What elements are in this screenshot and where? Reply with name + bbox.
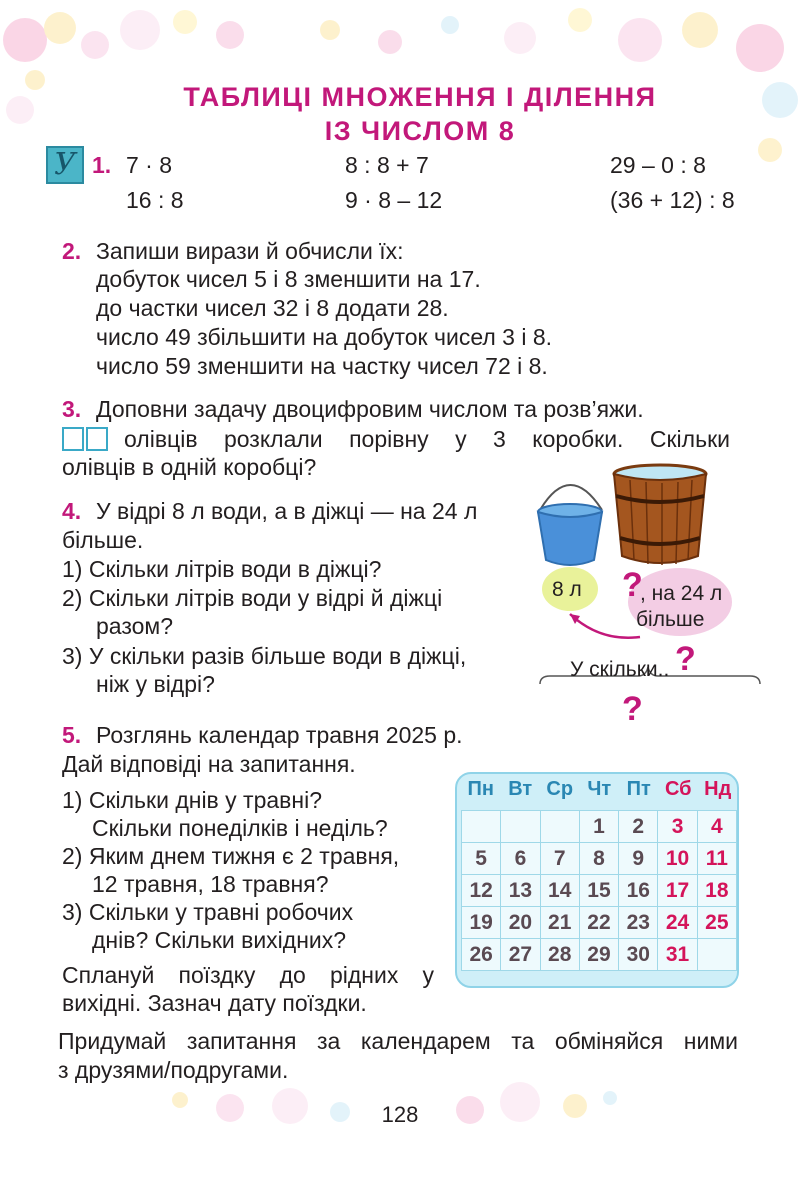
calendar-weekday-header: Чт [587, 778, 612, 800]
task5-plan-line-1: Сплануй поїздку до рідних у [62, 962, 434, 988]
compare-question-mark: ? [675, 640, 696, 678]
calendar-weekday-header: Пт [626, 778, 651, 800]
task4-question-3: 3) У скільки разів більше води в діжці, [62, 643, 467, 669]
calendar-day-cell: 24 [658, 907, 697, 939]
task5-question-3: 3) Скільки у травні робочих [62, 899, 354, 925]
bucket-label: 8 л [552, 578, 582, 601]
task4-line-2: більше. [62, 527, 144, 553]
calendar-week-row [462, 907, 737, 939]
calendar-week-row [462, 875, 737, 907]
calendar-day-cell: 5 [462, 843, 501, 875]
task1-number: 1. [92, 152, 112, 178]
calendar-day-cell: 28 [540, 939, 579, 971]
calendar-day-cell: 19 [462, 907, 501, 939]
final-task-line-1: Придумай запитання за календарем та обміняйся ними [58, 1028, 738, 1054]
task3-line-1: Доповни задачу двоцифровим числом та розв’яжи. [96, 396, 644, 422]
calendar-day-cell [501, 811, 540, 843]
task5-line-2: Дай відповіді на запитання. [62, 751, 356, 777]
calendar-week-row [462, 939, 737, 971]
calendar-day-cell: 2 [619, 811, 658, 843]
calendar-day-cell: 31 [658, 939, 697, 971]
barrel-label-2: більше [636, 608, 705, 631]
page-title: ТАБЛИЦІ МНОЖЕННЯ І ДІЛЕННЯ [183, 82, 657, 112]
barrel-question-mark: ? [622, 566, 643, 604]
calendar-day-cell: 1 [579, 811, 618, 843]
task5-question-2-cont: 12 травня, 18 травня? [92, 871, 329, 897]
task1-expr-2: 8 : 8 + 7 [345, 152, 429, 178]
page-subtitle: ІЗ ЧИСЛОМ 8 [324, 116, 516, 146]
task1-expr-4: 16 : 8 [126, 187, 184, 213]
task2-line-3: до частки чисел 32 і 8 додати 28. [96, 295, 449, 321]
calendar-day-cell [462, 811, 501, 843]
calendar-day-cell: 11 [697, 843, 736, 875]
task4-number: 4. [62, 498, 82, 524]
task5-question-2: 2) Яким днем тижня є 2 травня, [62, 843, 400, 869]
calendar-day-cell: 15 [579, 875, 618, 907]
calendar-day-cell [540, 811, 579, 843]
compare-label: У скільки.. [570, 658, 670, 681]
calendar-weekday-header: Вт [508, 778, 533, 800]
final-task-line-2: з друзями/подругами. [58, 1057, 289, 1083]
calendar-day-cell: 12 [462, 875, 501, 907]
may-2025-calendar [455, 772, 739, 988]
oral-task-marker: У [46, 146, 84, 184]
task2-line-2: добуток чисел 5 і 8 зменшити на 17. [96, 266, 481, 292]
task4-question-2-cont: разом? [96, 613, 174, 639]
calendar-day-cell: 4 [697, 811, 736, 843]
page-number: 128 [381, 1102, 419, 1127]
task5-line-1: Розглянь календар травня 2025 р. [96, 722, 463, 748]
calendar-day-cell: 18 [697, 875, 736, 907]
task1-expr-3: 29 – 0 : 8 [610, 152, 706, 178]
task1-expr-5: 9 · 8 – 12 [345, 187, 443, 213]
calendar-day-cell: 25 [697, 907, 736, 939]
calendar-week-row [462, 811, 737, 843]
calendar-day-cell: 9 [619, 843, 658, 875]
calendar-weekday-header: Сб [664, 778, 692, 800]
task2-number: 2. [62, 238, 82, 264]
task2-line-5: число 59 зменшити на частку чисел 72 і 8. [96, 353, 548, 379]
calendar-day-cell: 14 [540, 875, 579, 907]
calendar-day-cell [697, 939, 736, 971]
calendar-weekday-header: Ср [546, 778, 574, 800]
task2-line-4: число 49 збільшити на добуток чисел 3 і 8. [96, 324, 553, 350]
barrel-icon [614, 465, 706, 565]
task4-question-2: 2) Скільки літрів води у відрі й діжці [62, 585, 443, 611]
task5-question-1-cont: Скільки понеділків і неділь? [92, 815, 388, 841]
calendar-day-cell: 23 [619, 907, 658, 939]
task1-expr-1: 7 · 8 [126, 152, 173, 178]
calendar-header-row [461, 778, 738, 801]
task5-number: 5. [62, 722, 82, 748]
digit-box-1 [62, 427, 84, 451]
task3-number: 3. [62, 396, 82, 422]
task2-line-1: Запиши вирази й обчисли їх: [96, 238, 404, 264]
task5-plan-line-2: вихідні. Зазнач дату поїздки. [62, 990, 367, 1016]
calendar-grid [461, 810, 737, 971]
task1-expr-6: (36 + 12) : 8 [610, 187, 735, 213]
bucket-icon [538, 485, 602, 565]
calendar-day-cell: 26 [462, 939, 501, 971]
calendar-day-cell: 30 [619, 939, 658, 971]
calendar-week-row [462, 843, 737, 875]
calendar-day-cell: 8 [579, 843, 618, 875]
calendar-day-cell: 21 [540, 907, 579, 939]
calendar-day-cell: 22 [579, 907, 618, 939]
calendar-day-cell: 16 [619, 875, 658, 907]
digit-box-2 [86, 427, 108, 451]
calendar-day-cell: 7 [540, 843, 579, 875]
task4-question-3-cont: ніж у відрі? [96, 671, 215, 697]
calendar-day-cell: 27 [501, 939, 540, 971]
task4-question-1: 1) Скільки літрів води в діжці? [62, 556, 382, 582]
task3-line-2: олівців розклали порівну у 3 коробки. Скільки [124, 426, 730, 452]
task3-line-3: олівців в одній коробці? [62, 454, 317, 480]
task5-question-3-cont: днів? Скільки вихідних? [92, 927, 347, 953]
calendar-day-cell: 20 [501, 907, 540, 939]
task5-question-1: 1) Скільки днів у травні? [62, 787, 322, 813]
bottom-question-mark: ? [622, 690, 643, 728]
calendar-day-cell: 29 [579, 939, 618, 971]
barrel-label-1: , на 24 л [640, 582, 723, 605]
calendar-day-cell: 17 [658, 875, 697, 907]
calendar-weekday-header: Пн [467, 778, 494, 800]
calendar-day-cell: 3 [658, 811, 697, 843]
calendar-day-cell: 13 [501, 875, 540, 907]
calendar-day-cell: 10 [658, 843, 697, 875]
arrow [570, 614, 640, 638]
task4-line-1: У відрі 8 л води, а в діжці — на 24 л [96, 498, 478, 524]
calendar-weekday-header: Нд [704, 778, 732, 800]
calendar-day-cell: 6 [501, 843, 540, 875]
